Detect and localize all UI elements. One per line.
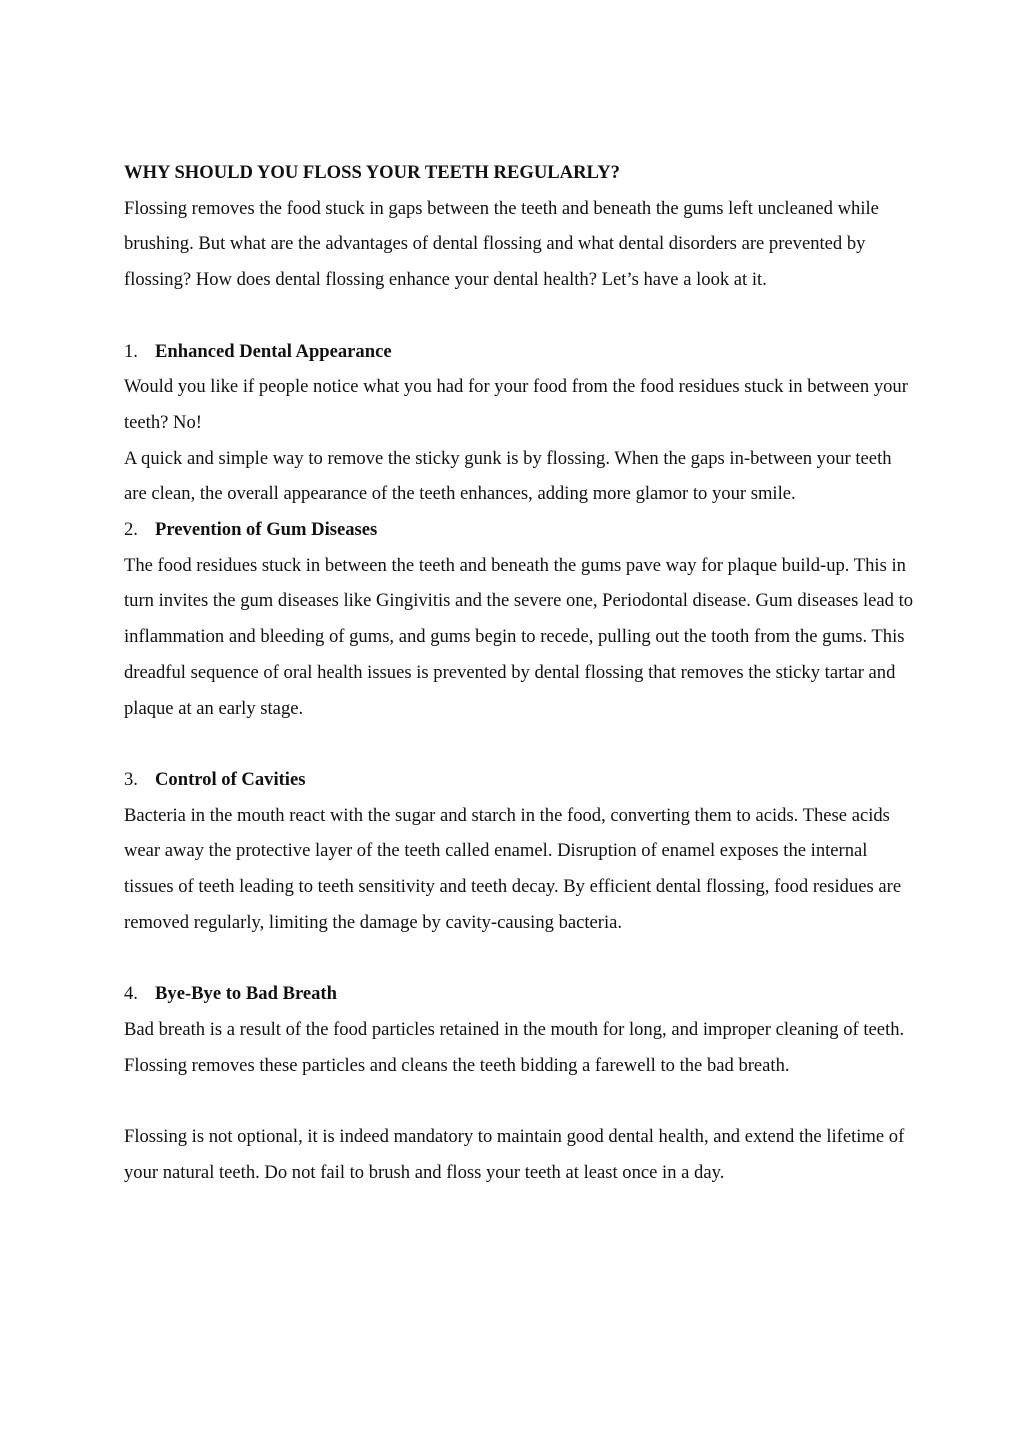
- section-2-title: Prevention of Gum Diseases: [155, 519, 378, 541]
- conclusion-paragraph: Flossing is not optional, it is indeed mandatory to maintain good dental health, and extend the lifetime of your natural teeth. Do not fail to brush and floss your teeth at least once in a day.: [124, 1125, 905, 1183]
- section-4-title: Bye-Bye to Bad Breath: [155, 983, 337, 1005]
- section-4-paragraph-1: Bad breath is a result of the food particles retained in the mouth for long, and improper cleaning of teeth. Flossing removes these particles and cleans the teeth bidding a farewell to the bad breath.: [124, 1018, 905, 1076]
- intro-paragraph: Flossing removes the food stuck in gaps between the teeth and beneath the gums left uncleaned while brushing. But what are the advantages of dental flossing and what dental disorders are prevented by flossing? How does dental flossing enhance your dental health? Let’s have a look at it.: [124, 197, 879, 291]
- spacer: [124, 940, 914, 976]
- section-2-number: 2.: [124, 519, 138, 541]
- section-1-number: 1.: [124, 340, 138, 362]
- section-3-heading: [124, 762, 914, 798]
- spacer: [124, 298, 914, 334]
- document-title: WHY SHOULD YOU FLOSS YOUR TEETH REGULARLY?: [124, 162, 620, 183]
- section-1-heading: [124, 334, 914, 370]
- document-page: [124, 155, 914, 1190]
- section-3-number: 3.: [124, 768, 138, 790]
- section-2-paragraph-1: The food residues stuck in between the teeth and beneath the gums pave way for plaque build-up. This in turn invites the gum diseases like Gingivitis and the severe one, Periodontal disease. Gum diseases lead to inflammation and bleeding of gums, and gums begin to recede, pulling out the tooth from the gums. This dreadful sequence of oral health issues is prevented by dental flossing that removes the sticky tartar and plaque at an early stage.: [124, 554, 914, 719]
- section-1-paragraph-2: A quick and simple way to remove the sticky gunk is by flossing. When the gaps in-between your teeth are clean, the overall appearance of the teeth enhances, adding more glamor to your smile.: [124, 447, 892, 505]
- spacer: [124, 726, 914, 762]
- section-1-title: Enhanced Dental Appearance: [155, 340, 392, 362]
- section-3-paragraph-1: Bacteria in the mouth react with the sugar and starch in the food, converting them to acids. These acids wear away the protective layer of the teeth called enamel. Disruption of enamel exposes the internal tissues of teeth leading to teeth sensitivity and teeth decay. By efficient dental flossing, food residues are removed regularly, limiting the damage by cavity-causing bacteria.: [124, 804, 902, 933]
- section-3-title: Control of Cavities: [155, 768, 306, 790]
- section-4-heading: [124, 976, 914, 1012]
- section-4-number: 4.: [124, 983, 138, 1005]
- spacer: [124, 1083, 914, 1119]
- section-2-heading: [124, 512, 914, 548]
- section-1-paragraph-1: Would you like if people notice what you had for your food from the food residues stuck in between your teeth? No!: [124, 376, 908, 433]
